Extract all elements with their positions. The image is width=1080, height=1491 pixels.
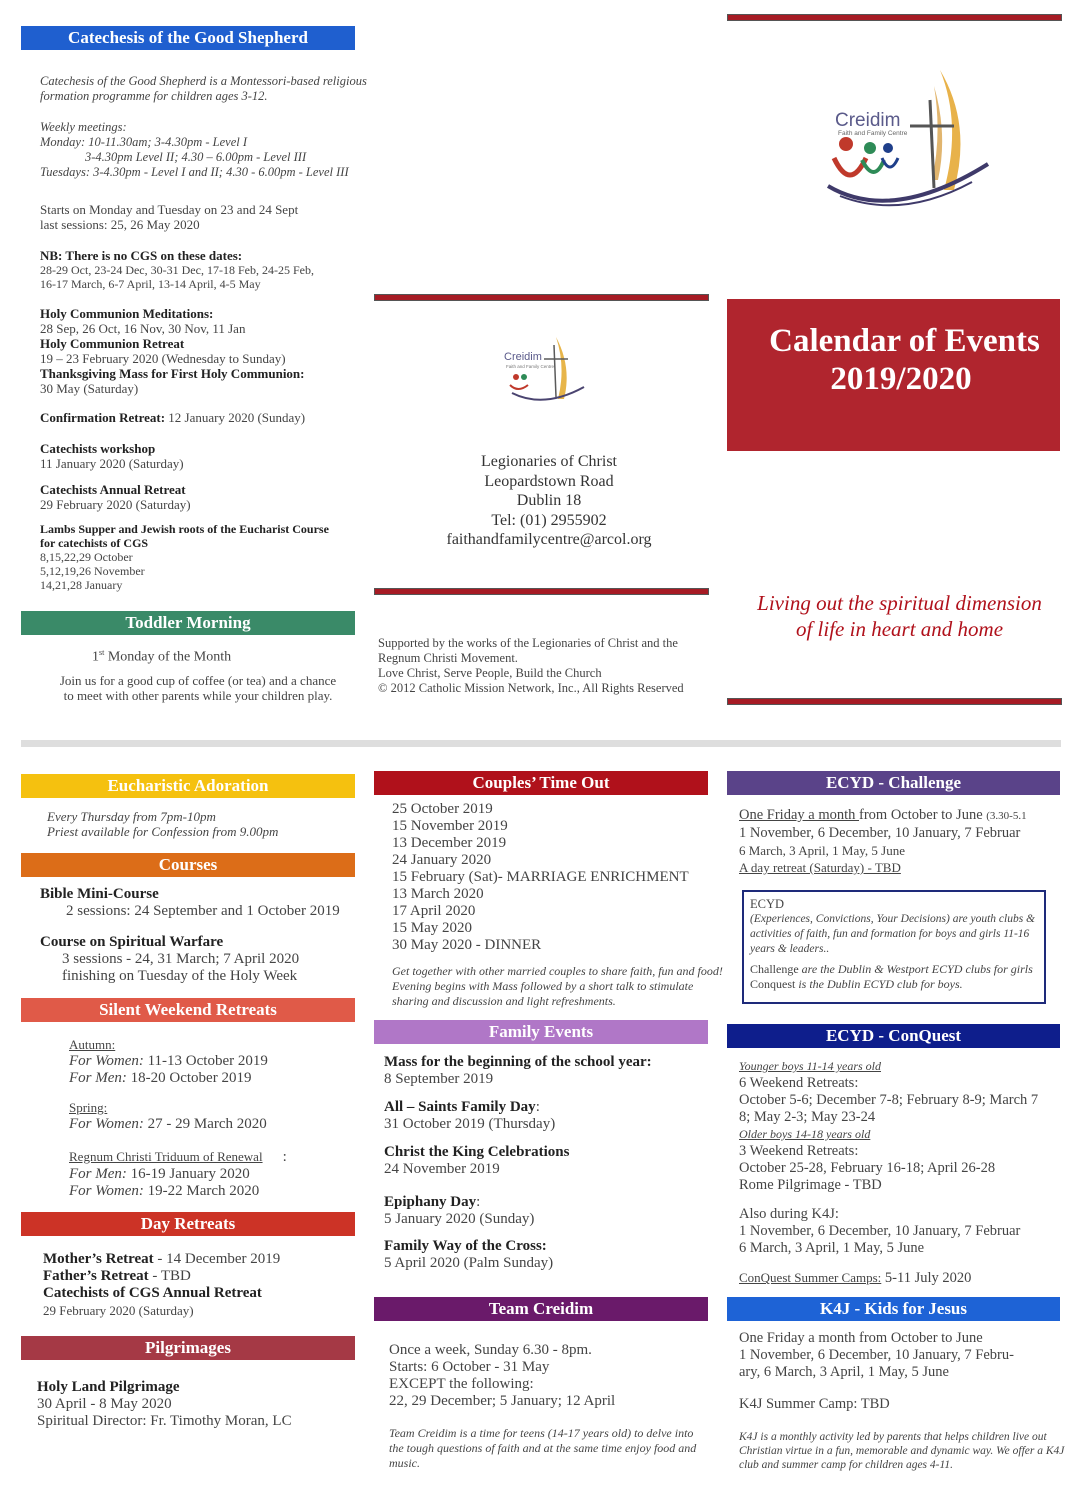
silent-autumn [69,1036,268,1087]
cgs-nb [40,248,314,291]
challenge-dates-2: 6 March, 3 April, 1 May, 5 June [739,843,905,858]
challenge-info [739,807,1060,876]
workshop-date: 11 January 2020 (Saturday) [40,456,184,471]
also-2: 6 March, 3 April, 1 May, 5 June [739,1240,925,1256]
couples-date-3: 13 December 2019 [392,835,507,851]
toddler-when-post: Monday of the Month [104,649,232,665]
pilgrimages-header: Pilgrimages [21,1336,355,1360]
workshop [40,441,184,471]
toddler-when [92,645,231,665]
support-3: Love Christ, Serve People, Build the Church [378,666,602,680]
title-box [727,299,1060,451]
triduum-colon: : [282,1149,287,1165]
triduum-women-label: For Women: [69,1183,144,1199]
saints-date: 31 October 2019 (Thursday) [384,1116,556,1132]
workshop-title: Catechists workshop [40,441,156,456]
epiphany-date: 5 January 2020 (Sunday) [384,1211,535,1227]
autumn-women-label: For Women: [69,1053,144,1069]
cgs-intro-line2: formation programme for children ages 3-12. [40,89,268,103]
courses-header: Courses [21,853,355,877]
couples-desc [392,964,723,1009]
cross-date: 5 April 2020 (Palm Sunday) [384,1255,554,1271]
couples-header: Couples’ Time Out [374,771,708,795]
thanks-date: 30 May (Saturday) [40,381,139,396]
k4j-1: One Friday a month from October to June [739,1330,983,1346]
king-date: 24 November 2019 [384,1161,500,1177]
nb-title: NB: There is no CGS on these dates: [40,248,243,263]
k4j-info [739,1330,1014,1413]
autumn-men-label: For Men: [69,1070,127,1086]
cgs-intro [40,74,367,104]
right-rule-bottom [727,698,1062,705]
ecyd-box-4a: Challenge [750,962,799,976]
ecyd-box-title: ECYD [750,897,785,911]
couples-dates [392,801,689,954]
mass-title: Mass for the beginning of the school year: [384,1054,652,1070]
big-logo-name: Creidim [835,110,901,131]
addr-4: Tel: (01) 2955902 [491,511,607,529]
triduum-men-label: For Men: [69,1166,127,1182]
day-retreats [43,1251,280,1319]
confirm-title: Confirmation Retreat: [40,410,166,425]
summer-dates: 5-11 July 2020 [881,1270,972,1286]
weekly-monday: Monday: 10-11.30am; 3-4.30pm - Level I [40,135,248,149]
also-k4j: Also during K4J: [739,1206,839,1222]
adoration-2: Priest available for Confession from 9.00pm [47,824,279,839]
starts-line: Starts on Monday and Tuesday on 23 and 24 Sept [40,202,299,217]
team-info [389,1342,615,1410]
team-desc-3: music. [389,1456,420,1470]
bible-desc: 2 sessions: 24 September and 1 October 2019 [66,903,340,919]
challenge-header: ECYD - Challenge [727,771,1060,795]
father-date: - TBD [148,1268,191,1284]
small-logo-name: Creidim [504,351,542,363]
bible-title: Bible Mini-Course [40,886,159,902]
lambs-3: 14,21,28 January [40,578,123,592]
ecyd-box-2: activities of faith, fun and formation for boys and girls 11-16 [750,928,1030,940]
warfare-2: finishing on Tuesday of the Holy Week [62,968,298,984]
addr-2: Leopardstown Road [484,472,614,490]
ecyd-box-5a: Conquest [750,977,796,991]
challenge-retreat: A day retreat (Saturday) - TBD [739,860,901,875]
toddler-when-pre: 1 [92,649,99,665]
adoration-1: Every Thursday from 7pm-10pm [47,809,216,824]
title-line-1: Calendar of Events [769,323,1040,359]
epiphany-colon: : [476,1194,481,1210]
adoration-header: Eucharistic Adoration [21,774,355,798]
ecyd-box-3: years & leaders.. [750,943,830,955]
team-desc-1: Team Creidim is a time for teens (14-17 years old) to delve into [389,1426,694,1440]
thanks-title: Thanksgiving Mass for First Holy Communion: [40,366,305,381]
cgs-annual-date: 29 February 2020 (Saturday) [43,1303,194,1318]
silent-header: Silent Weekend Retreats [21,998,355,1022]
last-sessions: last sessions: 25, 26 May 2020 [40,217,200,232]
support-1: Supported by the works of the Legionaries of Christ and the [378,636,678,650]
support-4: © 2012 Catholic Mission Network, Inc., All Rights Reserved [378,681,684,695]
k4j-header: K4J - Kids for Jesus [727,1297,1060,1321]
toddler-desc [21,673,375,703]
silent-spring [69,1099,267,1133]
king-title: Christ the King Celebrations [384,1144,570,1160]
weekly-tuesday: Tuesdays: 3-4.30pm - Level I and II; 4.30 - 6.00pm - Level III [40,165,349,179]
address-block [374,452,724,550]
cgs-header: Catechesis of the Good Shepherd [21,26,355,50]
weekly-label: Weekly meetings: [40,120,127,134]
lambs-2: 5,12,19,26 November [40,564,145,578]
warfare-1: 3 sessions - 24, 31 March; 7 April 2020 [62,951,300,967]
right-rule-top [727,14,1062,21]
mother-date: - 14 December 2019 [153,1251,281,1267]
team-desc-2: the tough questions of faith and at the same time enjoy food and [389,1441,697,1455]
spring-women: 27 - 29 March 2020 [143,1116,267,1132]
weekly-monday-2: 3-4.30pm Level II; 4.30 – 6.00pm - Level III [85,150,307,164]
autumn-women: 11-13 October 2019 [143,1053,268,1069]
confirmation [40,410,305,425]
team-4: 22, 29 December; 5 January; 12 April [389,1393,616,1409]
support-block [378,636,684,696]
big-logo-sub: Faith and Family Centre [838,130,908,137]
warfare-course [40,934,299,985]
challenge-friday: One Friday a month [739,807,860,823]
day-retreats-header: Day Retreats [21,1212,355,1236]
lambs-1: 8,15,22,29 October [40,550,133,564]
father-label: Father’s Retreat [43,1268,149,1284]
nb-line1: 28-29 Oct, 23-24 Dec, 30-31 Dec, 17-18 Feb, 24-25 Feb, [40,263,314,277]
small-logo [494,327,604,415]
team-2: Starts: 6 October - 31 May [389,1359,550,1375]
mass-date: 8 September 2019 [384,1071,494,1087]
addr-3: Dublin 18 [516,492,582,509]
ecyd-box-text [750,897,1035,992]
ecyd-box-5b: is the Dublin ECYD club for boys. [795,977,963,991]
spring-women-label: For Women: [69,1116,144,1132]
saints-colon: : [535,1099,540,1115]
conquest-info [739,1058,1060,1287]
toddler-desc-2: to meet with other parents while your children play. [63,688,333,703]
team-desc [389,1426,696,1471]
mother-label: Mother’s Retreat [43,1251,154,1267]
challenge-dates-1: 1 November, 6 December, 10 January, 7 Februar [739,825,1021,841]
challenge-friday-rest: from October to June [859,807,987,823]
rome-pilgrimage: Rome Pilgrimage - TBD [739,1177,882,1193]
toddler-when-sup: st [99,648,105,657]
ecyd-box-4b: are the Dublin & Westport ECYD clubs for girls [798,962,1033,976]
nb-line2: 16-17 March, 6-7 April, 13-14 April, 4-5 May [40,277,261,291]
k4j-desc-2: Christian virtue in a fun, memorable and dynamic way. We offer a K4J [739,1445,1065,1457]
k4j-3: ary, 6 March, 3 April, 1 May, 5 June [739,1364,949,1380]
team-1: Once a week, Sunday 6.30 - 8pm. [389,1342,592,1358]
addr-5: faithandfamilycentre@arcol.org [446,531,652,548]
holy-communion [40,306,305,396]
couples-date-7: 17 April 2020 [392,903,476,919]
summer-label: ConQuest Summer Camps: [739,1270,882,1285]
holyland-director: Spiritual Director: Fr. Timothy Moran, LC [37,1413,292,1429]
three-weekend: 3 Weekend Retreats: [739,1143,859,1159]
couples-date-6: 13 March 2020 [392,886,484,902]
older-label: Older boys 14-18 years old [739,1127,871,1141]
middle-rule-bottom [374,588,709,595]
challenge-friday-small: (3.30-5.1 [986,810,1027,822]
addr-1: Legionaries of Christ [481,453,617,470]
lambs-title-1: Lambs Supper and Jewish roots of the Eucharist Course [40,522,329,536]
couples-date-1: 25 October 2019 [392,801,493,817]
hcr-title: Holy Communion Retreat [40,336,185,351]
couples-date-2: 15 November 2019 [392,818,508,834]
confirm-date: 12 January 2020 (Sunday) [168,410,306,425]
six-weekend: 6 Weekend Retreats: [739,1075,859,1091]
team-header: Team Creidim [374,1297,708,1321]
cgs-starts [40,202,298,232]
creidim-logo-icon [494,327,604,415]
couples-desc-1: Get together with other married couples to share faith, fun and food! [392,964,723,978]
k4j-2: 1 November, 6 December, 10 January, 7 Febru- [739,1347,1014,1363]
three-1: October 25-28, February 16-18; April 26-28 [739,1160,996,1176]
toddler-header: Toddler Morning [21,611,355,635]
big-logo [822,64,992,216]
couples-date-8: 15 May 2020 [392,920,472,936]
hcm-dates: 28 Sep, 26 Oct, 16 Nov, 30 Nov, 11 Jan [40,321,246,336]
lambs-supper [40,523,329,592]
team-3: EXCEPT the following: [389,1376,534,1392]
k4j-camp: K4J Summer Camp: TBD [739,1396,890,1412]
cgs-intro-line1: Catechesis of the Good Shepherd is a Montessori-based religious [40,74,367,88]
cgs-annual-label: Catechists of CGS Annual Retreat [43,1285,262,1301]
bible-course [40,886,340,920]
panel-divider [21,740,1061,747]
annual-retreat [40,482,191,512]
hcm-title: Holy Communion Meditations: [40,306,214,321]
holyland-title: Holy Land Pilgrimage [37,1379,180,1395]
k4j-desc [739,1430,1064,1472]
family-header: Family Events [374,1020,708,1044]
tagline-2: of life in heart and home [795,617,1004,641]
also-1: 1 November, 6 December, 10 January, 7 Februar [739,1223,1021,1239]
couples-date-5: 15 February (Sat)- MARRIAGE ENRICHMENT [392,869,689,885]
triduum-label: Regnum Christi Triduum of Renewal [69,1149,263,1164]
holyland [37,1379,292,1430]
triduum-men: 16-19 January 2020 [126,1166,250,1182]
annual-date: 29 February 2020 (Saturday) [40,497,191,512]
creidim-large-logo-icon [822,64,992,216]
couples-desc-3: sharing and discussion and light refreshments. [392,994,616,1008]
family-events [384,1054,652,1272]
couples-date-4: 24 January 2020 [392,852,492,868]
ecyd-box [742,890,1046,1004]
weekly-meetings [40,120,349,180]
couples-desc-2: Evening begins with Mass followed by a short talk to stimulate [392,979,694,993]
tagline [727,590,1072,642]
tagline-1: Living out the spiritual dimension [757,591,1042,615]
support-2: Regnum Christi Movement. [378,651,518,665]
spring-label: Spring: [69,1100,108,1115]
warfare-title: Course on Spiritual Warfare [40,934,224,950]
hcr-dates: 19 – 23 February 2020 (Wednesday to Sunday) [40,351,286,366]
k4j-desc-3: club and summer camp for children ages 4-11. [739,1459,953,1471]
k4j-desc-1: K4J is a monthly activity led by parents that helps children live out [739,1431,1047,1443]
autumn-men: 18-20 October 2019 [126,1070,252,1086]
middle-rule-top [374,294,709,301]
autumn-label: Autumn: [69,1037,116,1052]
conquest-header: ECYD - ConQuest [727,1024,1060,1048]
lambs-title-2: for catechists of CGS [40,535,149,550]
silent-triduum [69,1148,287,1200]
epiphany-title: Epiphany Day [384,1194,477,1210]
six-1: October 5-6; December 7-8; February 8-9; March 7 [739,1092,1039,1108]
toddler-desc-1: Join us for a good cup of coffee (or tea) and a chance [59,673,337,688]
adoration-desc [47,809,278,839]
ecyd-box-1: (Experiences, Convictions, Your Decisions) are youth clubs & [750,913,1036,925]
holyland-date: 30 April - 8 May 2020 [37,1396,172,1412]
saints-title: All – Saints Family Day [384,1099,536,1115]
small-logo-sub: Faith and Family Centre [506,364,555,369]
cross-title: Family Way of the Cross: [384,1238,547,1254]
six-2: 8; May 2-3; May 23-24 [739,1109,876,1125]
couples-date-9: 30 May 2020 - DINNER [392,937,542,953]
title-line-2: 2019/2020 [830,361,972,397]
annual-title: Catechists Annual Retreat [40,482,186,497]
triduum-women: 19-22 March 2020 [143,1183,260,1199]
younger-label: Younger boys 11-14 years old [739,1059,881,1073]
